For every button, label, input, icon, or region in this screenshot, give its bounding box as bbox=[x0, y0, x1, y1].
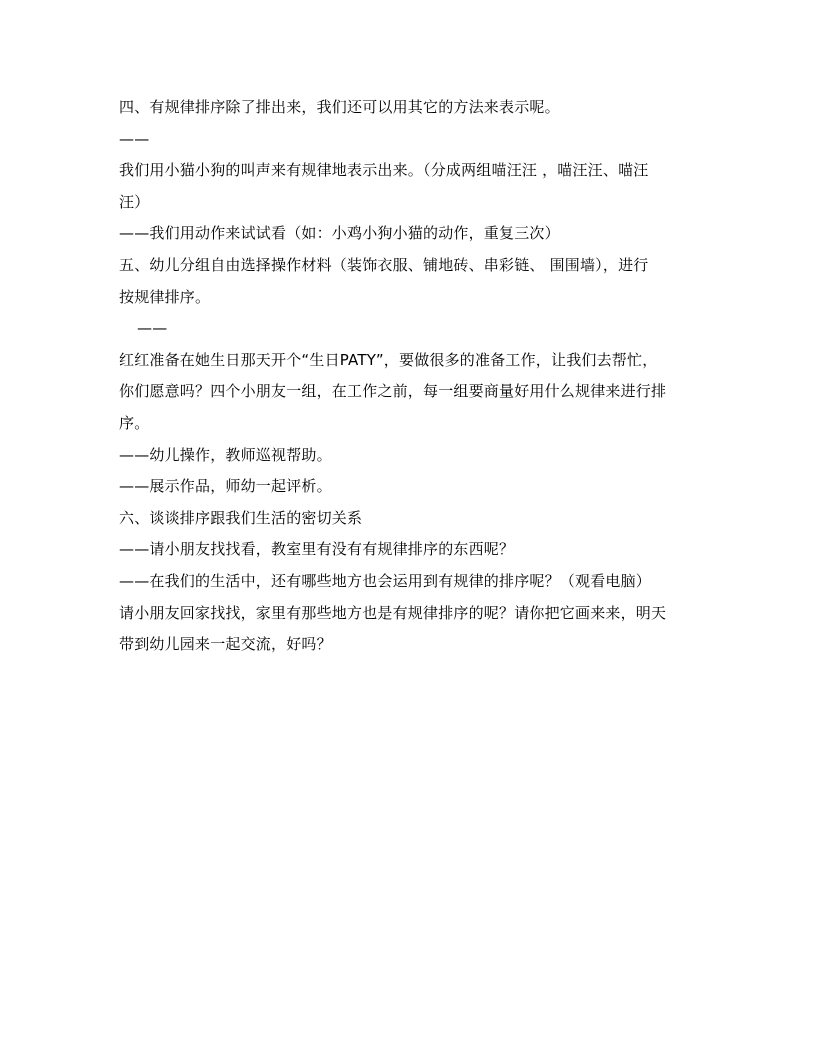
dash-line: —— bbox=[137, 319, 168, 338]
section-four-heading: 四、有规律排序除了排出来，我们还可以用其它的方法来表示呢。 bbox=[119, 98, 560, 116]
section-five-heading: 五、幼儿分组自由选择操作材料（装饰衣服、铺地砖、串彩链、 围围墙），进行 bbox=[119, 255, 649, 274]
paragraph-line: 你们愿意吗？四个小朋友一组，在工作之前，每一组要商量好用什么规律来进行排 bbox=[119, 382, 667, 401]
dash-line: —— bbox=[119, 129, 150, 148]
paragraph-line: ——幼儿操作，教师巡视帮助。 bbox=[119, 445, 332, 464]
paragraph-line: 按规律排序。 bbox=[119, 287, 211, 306]
paragraph-line: 序。 bbox=[119, 413, 150, 432]
document-body bbox=[119, 92, 699, 661]
paragraph-line: ——展示作品，师幼一起评析。 bbox=[119, 477, 332, 496]
paragraph-line: 汪） bbox=[119, 192, 150, 211]
paragraph-line: 带到幼儿园来一起交流，好吗？ bbox=[119, 635, 332, 654]
paragraph-line: ——我们用动作来试试看（如：小鸡小狗小猫的动作，重复三次） bbox=[119, 224, 560, 243]
paragraph-line: ——请小朋友找找看，教室里有没有有规律排序的东西呢？ bbox=[119, 540, 515, 559]
paragraph-line: 我们用小猫小狗的叫声来有规律地表示出来。（分成两组喵汪汪 ，喵汪汪、喵汪 bbox=[119, 161, 649, 180]
section-six-heading: 六、谈谈排序跟我们生活的密切关系 bbox=[119, 508, 363, 527]
paragraph-line: 红红准备在她生日那天开个“生日PATY”，要做很多的准备工作，让我们去帮忙， bbox=[119, 350, 658, 369]
paragraph-line: 请小朋友回家找找，家里有那些地方也是有规律排序的呢？请你把它画来来，明天 bbox=[119, 603, 667, 622]
paragraph-line: ——在我们的生活中，还有哪些地方也会运用到有规律的排序呢？（观看电脑） bbox=[119, 571, 652, 590]
